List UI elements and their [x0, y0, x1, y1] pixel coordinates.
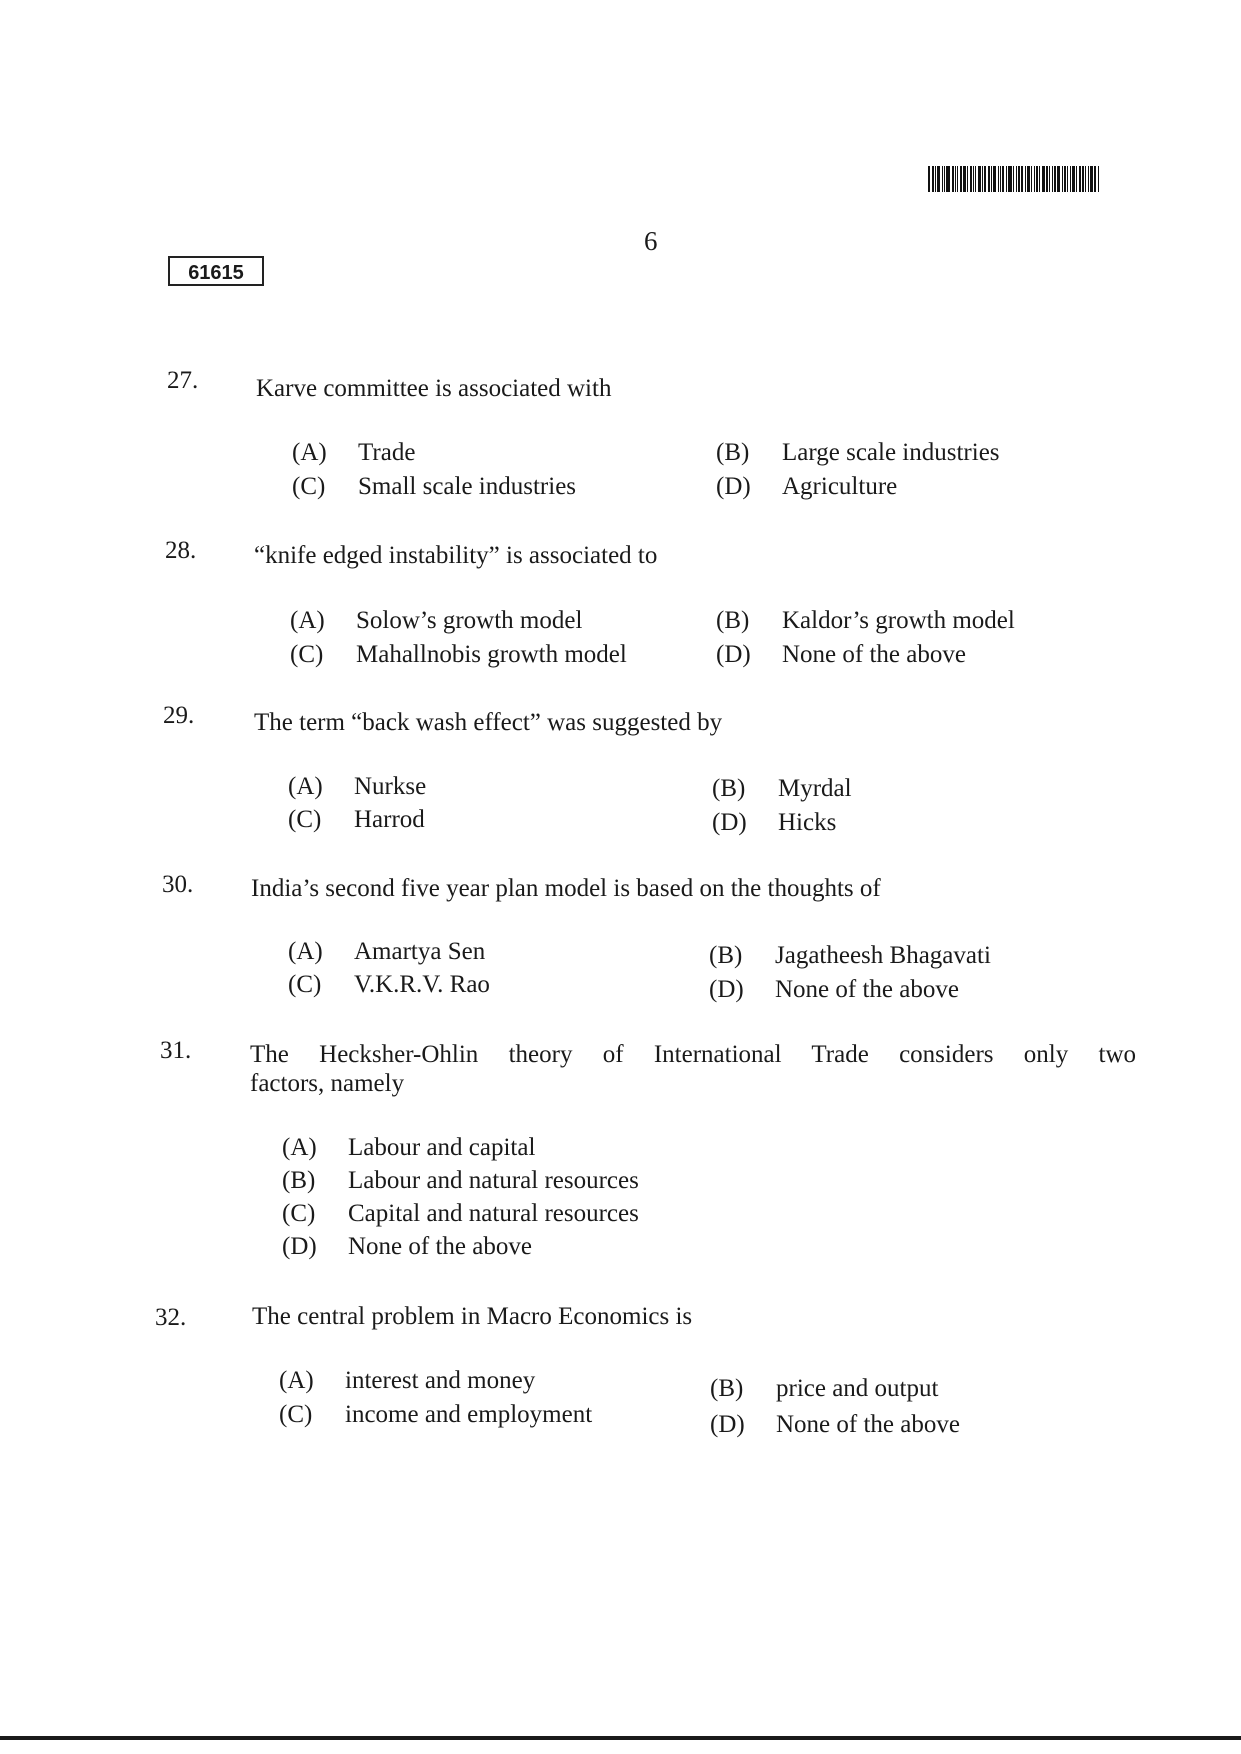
question-text: Karve committee is associated with	[256, 375, 612, 402]
barcode-bar	[1025, 166, 1026, 192]
option-label: (A)	[279, 1367, 314, 1394]
option-c	[279, 1400, 592, 1430]
question-number: 27.	[167, 367, 199, 394]
option-text: Trade	[358, 439, 416, 466]
option-label: (D)	[712, 809, 747, 836]
barcode-bar	[1046, 166, 1048, 192]
option-label: (C)	[292, 473, 326, 500]
option-c	[282, 1199, 639, 1229]
option-d	[716, 472, 897, 502]
option-d	[709, 975, 959, 1005]
barcode-bar	[1034, 166, 1035, 192]
option-b	[712, 774, 852, 804]
option-text: None of the above	[775, 976, 959, 1003]
option-text: Agriculture	[782, 473, 898, 500]
question-number: 31.	[160, 1037, 192, 1064]
barcode-bar	[1088, 166, 1089, 192]
option-label: (C)	[282, 1200, 316, 1227]
question-number: 32.	[155, 1304, 187, 1331]
barcode-bar	[1052, 166, 1053, 192]
barcode-bar	[1085, 166, 1086, 192]
barcode-bar	[1039, 166, 1040, 192]
option-label: (C)	[288, 971, 322, 998]
barcode-bar	[1090, 166, 1093, 192]
option-label: (B)	[712, 775, 746, 802]
option-a	[288, 937, 485, 967]
page-number: 6	[644, 226, 658, 256]
question-text: The term “back wash effect” was suggested by	[254, 709, 723, 736]
barcode-bar	[1018, 166, 1020, 192]
barcode-bar	[955, 166, 956, 192]
option-text: Capital and natural resources	[348, 1200, 639, 1227]
option-text: Small scale industries	[358, 473, 577, 500]
barcode-bar	[1016, 166, 1017, 192]
option-b	[716, 606, 1015, 636]
barcode-bar	[988, 166, 990, 192]
question-number: 29.	[163, 702, 195, 729]
barcode-bar	[1002, 166, 1004, 192]
option-text: interest and money	[345, 1367, 536, 1394]
option-text: price and output	[776, 1375, 939, 1402]
barcode-bar	[982, 166, 983, 192]
option-text: Hicks	[778, 809, 837, 836]
option-text: Mahallnobis growth model	[356, 641, 627, 668]
option-text: Large scale industries	[782, 439, 1000, 466]
question-number: 30.	[162, 871, 194, 898]
option-text: Jagatheesh Bhagavati	[775, 942, 991, 969]
option-a	[292, 438, 415, 468]
option-label: (C)	[279, 1401, 313, 1428]
option-text: Nurkse	[354, 773, 427, 800]
option-label: (A)	[282, 1134, 317, 1161]
option-a	[288, 772, 426, 802]
question-text: “knife edged instability” is associated to	[254, 542, 658, 569]
option-a	[279, 1366, 535, 1396]
option-text: Solow’s growth model	[356, 607, 583, 634]
barcode-bar	[1070, 166, 1071, 192]
option-label: (B)	[716, 439, 750, 466]
barcode-bar	[942, 166, 943, 192]
question-text-continued: factors, namely	[250, 1070, 405, 1097]
barcode-bar	[1062, 166, 1063, 192]
option-b	[709, 941, 991, 971]
option-text: income and employment	[345, 1401, 593, 1428]
option-text: None of the above	[348, 1233, 532, 1260]
option-text: Labour and natural resources	[348, 1167, 639, 1194]
barcode-bar	[1067, 166, 1068, 192]
paper-code-box: 61615	[168, 256, 264, 286]
barcode-bar	[991, 166, 992, 192]
option-text: None of the above	[782, 641, 966, 668]
barcode-bar	[1027, 166, 1030, 192]
option-label: (D)	[282, 1233, 317, 1260]
barcode-bar	[1013, 166, 1014, 192]
option-text: Harrod	[354, 806, 425, 833]
barcode-bar	[973, 166, 974, 192]
option-d	[710, 1410, 960, 1440]
bottom-rule	[0, 1736, 1241, 1740]
barcode-bar	[998, 166, 999, 192]
option-text: None of the above	[776, 1411, 960, 1438]
barcode-bar	[1082, 166, 1084, 192]
barcode-bar	[1049, 166, 1050, 192]
option-c	[288, 970, 490, 1000]
barcode-bar	[1036, 166, 1038, 192]
barcode-bar	[1054, 166, 1056, 192]
option-b	[710, 1374, 938, 1404]
barcode-bar	[993, 166, 996, 192]
barcode-bar	[1076, 166, 1077, 192]
barcode-bar	[935, 166, 936, 192]
barcode-bar	[1098, 166, 1099, 192]
option-c	[290, 640, 627, 670]
question-text: The Hecksher-Ohlin theory of International Trade considers only two	[250, 1041, 1136, 1068]
barcode-bar	[944, 166, 945, 192]
option-d	[282, 1232, 532, 1262]
option-text: Kaldor’s growth model	[782, 607, 1015, 634]
option-label: (B)	[710, 1375, 744, 1402]
option-label: (B)	[716, 607, 750, 634]
option-d	[716, 640, 966, 670]
barcode-bar	[978, 166, 981, 192]
barcode-bar	[970, 166, 972, 192]
option-d	[712, 808, 836, 838]
barcode-bar	[937, 166, 940, 192]
barcode-bar	[1000, 166, 1001, 192]
barcode-bar	[963, 166, 966, 192]
option-label: (B)	[282, 1167, 316, 1194]
barcode-bar	[960, 166, 962, 192]
option-a	[290, 606, 582, 636]
option-label: (C)	[290, 641, 324, 668]
option-label: (D)	[709, 976, 744, 1003]
option-text: Labour and capital	[348, 1134, 536, 1161]
barcode-bar	[1021, 166, 1023, 192]
option-label: (D)	[716, 641, 751, 668]
barcode-bar	[967, 166, 968, 192]
option-label: (D)	[710, 1411, 745, 1438]
option-text: V.K.R.V. Rao	[354, 971, 490, 998]
option-label: (D)	[716, 473, 751, 500]
barcode-bar	[1031, 166, 1032, 192]
barcode-bar	[952, 166, 954, 192]
option-text: Myrdal	[778, 775, 852, 802]
option-label: (A)	[288, 773, 323, 800]
barcode-bar	[1057, 166, 1060, 192]
barcode	[928, 166, 1106, 192]
barcode-bar	[946, 166, 950, 192]
barcode-bar	[1008, 166, 1012, 192]
option-label: (A)	[288, 938, 323, 965]
barcode-bar	[1006, 166, 1007, 192]
option-c	[288, 805, 425, 835]
barcode-bar	[1042, 166, 1045, 192]
option-label: (A)	[290, 607, 325, 634]
barcode-bar	[957, 166, 958, 192]
question-number: 28.	[165, 537, 197, 564]
option-b	[282, 1166, 639, 1196]
option-label: (A)	[292, 439, 327, 466]
option-c	[292, 472, 576, 502]
option-a	[282, 1133, 535, 1163]
barcode-bar	[1079, 166, 1081, 192]
barcode-bar	[984, 166, 986, 192]
barcode-bar	[1072, 166, 1075, 192]
question-text: India’s second five year plan model is based on the thoughts of	[251, 875, 881, 902]
barcode-bar	[928, 166, 930, 192]
barcode-bar	[1064, 166, 1066, 192]
option-b	[716, 438, 1000, 468]
barcode-bar	[975, 166, 976, 192]
option-label: (C)	[288, 806, 322, 833]
question-text: The central problem in Macro Economics is	[252, 1303, 693, 1330]
option-text: Amartya Sen	[354, 938, 486, 965]
option-label: (B)	[709, 942, 743, 969]
barcode-bar	[932, 166, 934, 192]
barcode-bar	[1094, 166, 1096, 192]
